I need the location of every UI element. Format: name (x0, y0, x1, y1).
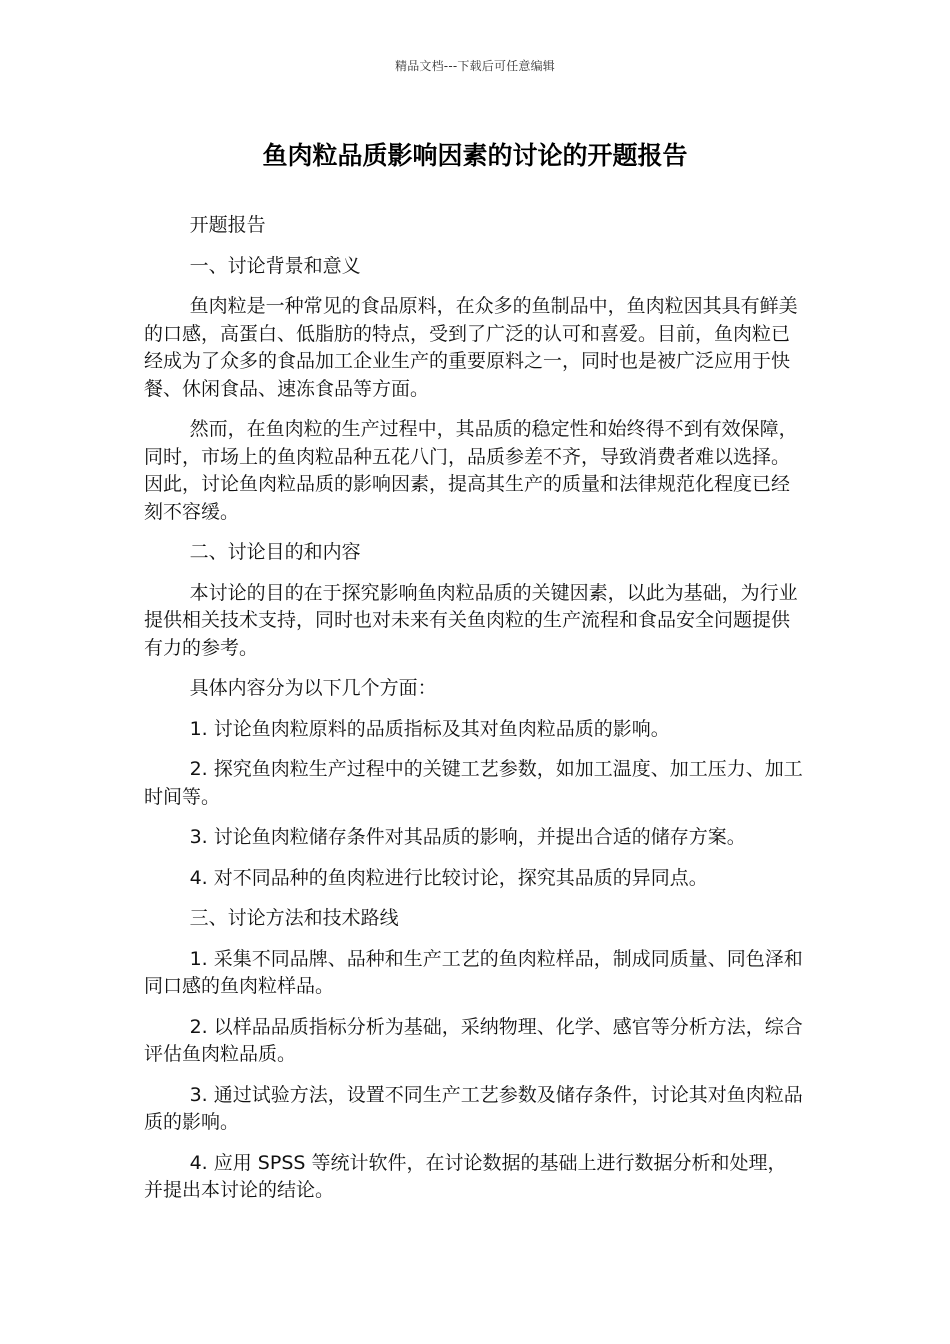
list-item: 1. 采集不同品牌、品种和生产工艺的鱼肉粒样品，制成同质量、同色泽和同口感的鱼肉粒样品。 (144, 947, 803, 997)
paragraph: 然而，在鱼肉粒的生产过程中，其品质的稳定性和始终得不到有效保障，同时，市场上的鱼肉粒品种五花八门，品质参差不齐，导致消费者难以选择。因此，讨论鱼肉粒品质的影响因素，提高其生产的质量和法律规范化程度已经刻不容缓。 (144, 418, 798, 523)
section-heading-purpose: 二、讨论目的和内容 (189, 541, 361, 563)
paragraph: 鱼肉粒是一种常见的食品原料，在众多的鱼制品中，鱼肉粒因其具有鲜美的口感，高蛋白、低脂肪的特点，受到了广泛的认可和喜爱。目前，鱼肉粒已经成为了众多的食品加工企业生产的重要原料之一，同时也是被广泛应用于快餐、休闲食品、速冻食品等方面。 (144, 295, 798, 400)
list-item: 4. 应用 SPSS 等统计软件，在讨论数据的基础上进行数据分析和处理，并提出本讨论的结论。 (144, 1151, 787, 1201)
section-heading-method: 三、讨论方法和技术路线 (189, 907, 399, 929)
list-item: 1. 讨论鱼肉粒原料的品质指标及其对鱼肉粒品质的影响。 (189, 717, 670, 740)
list-item: 3. 讨论鱼肉粒储存条件对其品质的影响，并提出合适的储存方案。 (189, 826, 746, 848)
paragraph-report-label: 开题报告 (189, 214, 266, 236)
header-note: 精品文档---下载后可任意编辑 (395, 59, 555, 73)
list-item: 2. 探究鱼肉粒生产过程中的关键工艺参数，如加工温度、加工压力、加工时间等。 (144, 758, 803, 808)
document-body (144, 212, 804, 1218)
section-heading-background: 一、讨论背景和意义 (189, 254, 361, 277)
list-item: 3. 通过试验方法，设置不同生产工艺参数及储存条件，讨论其对鱼肉粒品质的影响。 (144, 1083, 803, 1133)
list-item: 2. 以样品品质指标分析为基础，采纳物理、化学、感官等分析方法，综合评估鱼肉粒品质。 (144, 1015, 803, 1065)
paragraph: 本讨论的目的在于探究影响鱼肉粒品质的关键因素，以此为基础，为行业提供相关技术支持，同时也对未来有关鱼肉粒的生产流程和食品安全问题提供有力的参考。 (144, 581, 798, 659)
document-title: 鱼肉粒品质影响因素的讨论的开题报告 (262, 141, 688, 170)
paragraph: 具体内容分为以下几个方面： (189, 677, 437, 699)
list-item: 4. 对不同品种的鱼肉粒进行比较讨论，探究其品质的异同点。 (189, 866, 708, 889)
